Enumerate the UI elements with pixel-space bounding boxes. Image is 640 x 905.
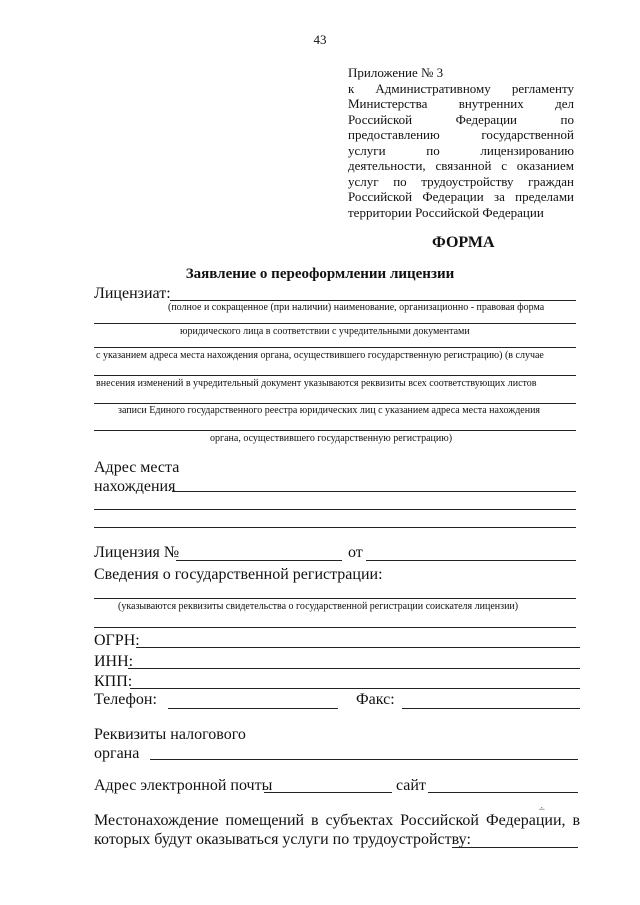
licensee-hint: (полное и сокращенное (при наличии) наименование, организационно - правовая форма (168, 302, 545, 313)
phone-label: Телефон: (94, 691, 157, 708)
email-label: Адрес электронной почты (94, 777, 273, 794)
page-title: Заявление о переоформлении лицензии (185, 266, 455, 282)
kpp-input[interactable] (130, 688, 580, 689)
licensee-hint: записи Единого государственного реестра юридических лиц с указанием адреса места нахождения (118, 405, 541, 416)
licensee-input-line[interactable] (94, 347, 576, 348)
licensee-hint: с указанием адреса места нахождения органа, осуществившего государственную регистрацию) (в случае (96, 350, 544, 361)
appendix-line: услуги по лицензированию (348, 142, 574, 158)
site-label: сайт (396, 777, 426, 794)
appendix-line: территории Российской Федерации (348, 204, 544, 220)
kpp-label: КПП: (94, 673, 133, 690)
licensee-hint: внесения изменений в учредительный документ указываются реквизиты всех соответствующих листов (96, 378, 537, 389)
tax-authority-label: органа (94, 745, 140, 762)
state-registration-hint: (указываются реквизиты свидетельства о государственной регистрации соискателя лицензии) (118, 601, 519, 612)
address-input-line[interactable] (94, 509, 576, 510)
appendix-line: Министерства внутренних дел (348, 96, 574, 111)
state-registration-label: Сведения о государственной регистрации: (94, 566, 383, 583)
fax-input[interactable] (402, 708, 580, 709)
licensee-hint: юридического лица в соответствии с учредительными документами (180, 326, 470, 337)
tax-authority-label: Реквизиты налогового (94, 726, 246, 743)
appendix-line: Приложение № 3 (348, 65, 444, 80)
address-label: нахождения (94, 478, 176, 495)
page-number: 43 (313, 32, 327, 47)
premises-text: которых будут оказываться услуги по трудоустройству: (94, 831, 471, 848)
license-label: Лицензия № (94, 544, 180, 561)
phone-input[interactable] (168, 708, 338, 709)
state-registration-input-line[interactable] (94, 598, 576, 599)
ogrn-label: ОГРН: (94, 632, 140, 649)
site-input[interactable] (428, 792, 578, 793)
form-label: ФОРМА (432, 234, 495, 251)
appendix-line: Российской Федерации по (348, 111, 574, 127)
inn-input[interactable] (128, 668, 580, 669)
licensee-input-line[interactable] (94, 323, 576, 324)
appendix-line: Российской Федерации за пределами (348, 189, 574, 204)
address-input-line[interactable] (172, 491, 576, 492)
licensee-input-line[interactable] (94, 375, 576, 376)
address-input-line[interactable] (94, 527, 576, 528)
appendix-line: деятельности, связанной с оказанием (348, 158, 574, 173)
email-input[interactable] (264, 792, 392, 793)
license-number-input[interactable] (176, 560, 342, 561)
fax-label: Факс: (356, 691, 395, 708)
premises-input[interactable] (452, 847, 578, 848)
license-from-label: от (348, 544, 363, 561)
appendix-line: к Административному регламенту (348, 80, 574, 96)
licensee-input-line[interactable] (94, 403, 576, 404)
licensee-label: Лицензиат: (94, 285, 171, 302)
inn-label: ИНН: (94, 653, 134, 670)
address-label: Адрес места (94, 459, 180, 476)
ogrn-input[interactable] (136, 647, 580, 648)
licensee-input-line[interactable] (94, 430, 576, 431)
tax-authority-input[interactable] (150, 759, 578, 760)
stray-mark: ∸ (538, 804, 546, 814)
appendix-line: услуг по трудоустройству граждан (348, 173, 574, 189)
premises-text: Местонахождение помещений в субъектах Российской Федерации, в (94, 812, 580, 829)
licensee-hint: органа, осуществившего государственную регистрацию) (210, 433, 453, 444)
appendix-line: предоставлению государственной (348, 127, 574, 142)
state-registration-input-line[interactable] (94, 627, 576, 628)
appendix-block (348, 65, 574, 220)
licensee-input-line[interactable] (170, 300, 576, 301)
license-date-input[interactable] (366, 560, 576, 561)
